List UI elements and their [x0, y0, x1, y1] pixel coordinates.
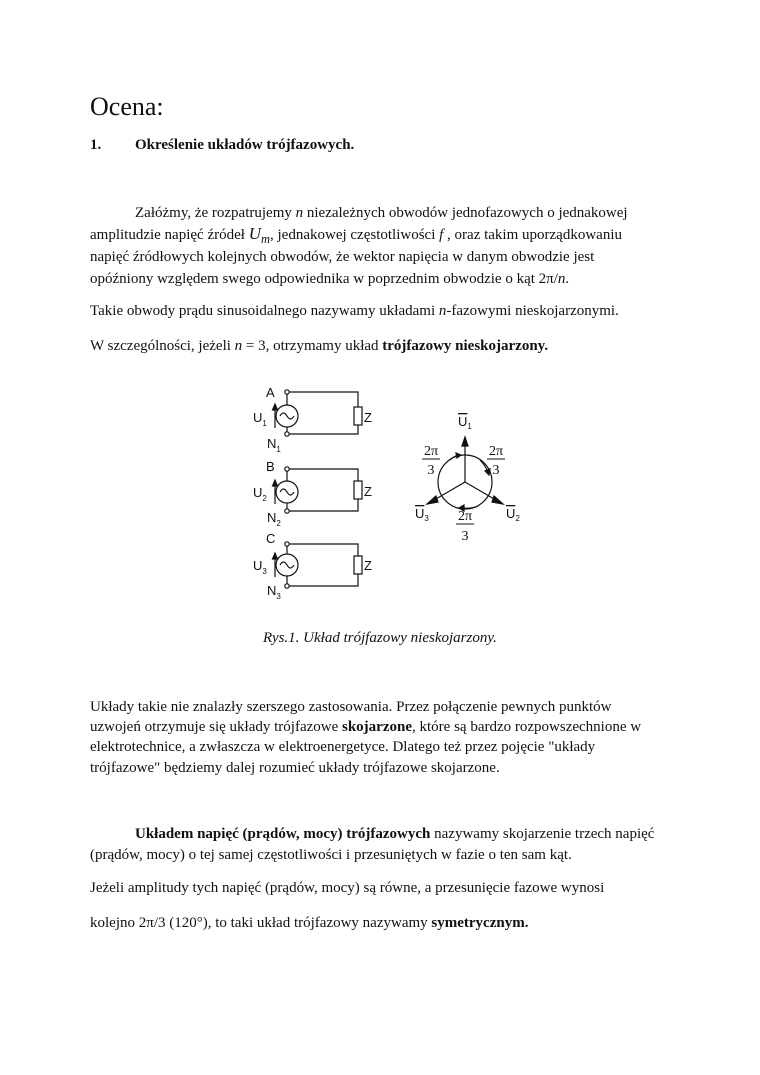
- p4-line4: trójfazowe" będziemy dalej rozumieć układy trójfazowe skojarzone.: [90, 760, 500, 776]
- label-U2: $U_2$: [253, 485, 267, 503]
- svg-text:2π: 2π: [488, 444, 504, 459]
- section-number: 1.: [90, 137, 102, 153]
- label-U1: $U_1$: [253, 410, 267, 428]
- figure-caption: Rys.1. Układ trójfazowy nieskojarzony.: [263, 630, 497, 646]
- p4-line3: elektrotechnice, a zwłaszcza w elektroenergetyce. Dlatego też przez pojęcie "układy: [90, 739, 596, 755]
- p5-line2: (prądów, mocy) o tej samej częstotliwości i przesuniętych w fazie o ten sam kąt.: [90, 847, 572, 863]
- p5-line1: Układem napięć (prądów, mocy) trójfazowych nazywamy skojarzenie trzech napięć: [135, 826, 655, 842]
- p4-line2: uzwojeń otrzymuje się układy trójfazowe skojarzone, które są bardzo rozpowszechnione w: [90, 719, 642, 735]
- figure-three-phase: [240, 380, 540, 605]
- label-N2: $N_2$: [267, 510, 281, 528]
- label-B: B: [266, 459, 275, 474]
- p1-line1: Załóżmy, że rozpatrujemy n niezależnych obwodów jednofazowych o jednakowej: [135, 205, 628, 221]
- label-A: A: [266, 385, 275, 400]
- circuit-2: [273, 467, 363, 513]
- circuit-1: [273, 390, 363, 436]
- label-N3: $N_3$: [267, 583, 281, 601]
- label-Z2: Z: [364, 484, 372, 499]
- angle-fraction-bottom: [456, 509, 474, 544]
- label-U3: $U_3$: [253, 558, 267, 576]
- p1-line4: opóźniony względem swego odpowiednika w poprzednim obwodzie o kąt 2π/n.: [90, 271, 570, 287]
- svg-text:3: 3: [461, 529, 469, 544]
- label-C: C: [266, 531, 276, 546]
- p6-line: Jeżeli amplitudy tych napięć (prądów, mocy) są równe, a przesunięcie fazowe wynosi: [90, 880, 605, 896]
- svg-text:2π: 2π: [457, 509, 473, 524]
- svg-text:3: 3: [492, 463, 500, 478]
- label-Z1: Z: [364, 410, 372, 425]
- label-Z3: Z: [364, 558, 372, 573]
- p1-line2: amplitudzie napięć źródeł $U_m$, jednakowej częstotliwości f , oraz takim uporządkowaniu: [90, 224, 622, 246]
- p4-line1: Układy takie nie znalazły szerszego zastosowania. Przez połączenie pewnych punktów: [90, 699, 612, 715]
- phasor-label-u2: $U_2$: [506, 506, 520, 523]
- section-title: Określenie układów trójfazowych.: [135, 137, 355, 153]
- p2-line: Takie obwody prądu sinusoidalnego nazywamy układami n-fazowymi nieskojarzonymi.: [90, 303, 619, 319]
- svg-text:3: 3: [427, 463, 435, 478]
- p1-line3: napięć źródłowych kolejnych obwodów, że wektor napięcia w danym obwodzie jest: [90, 249, 595, 265]
- svg-text:2π: 2π: [423, 444, 439, 459]
- p3-line: W szczególności, jeżeli n = 3, otrzymamy układ trójfazowy nieskojarzony.: [90, 338, 549, 354]
- phasor-label-u1: $U_1$: [458, 414, 472, 431]
- label-N1: $N_1$: [267, 436, 281, 454]
- angle-fraction-left: [422, 444, 440, 478]
- page-title: Ocena:: [90, 92, 164, 121]
- p7-line: kolejno 2π/3 (120°), to taki układ trójfazowy nazywamy symetrycznym.: [90, 915, 529, 931]
- phasor-label-u3: $U_3$: [415, 506, 429, 523]
- circuit-3: [273, 542, 363, 588]
